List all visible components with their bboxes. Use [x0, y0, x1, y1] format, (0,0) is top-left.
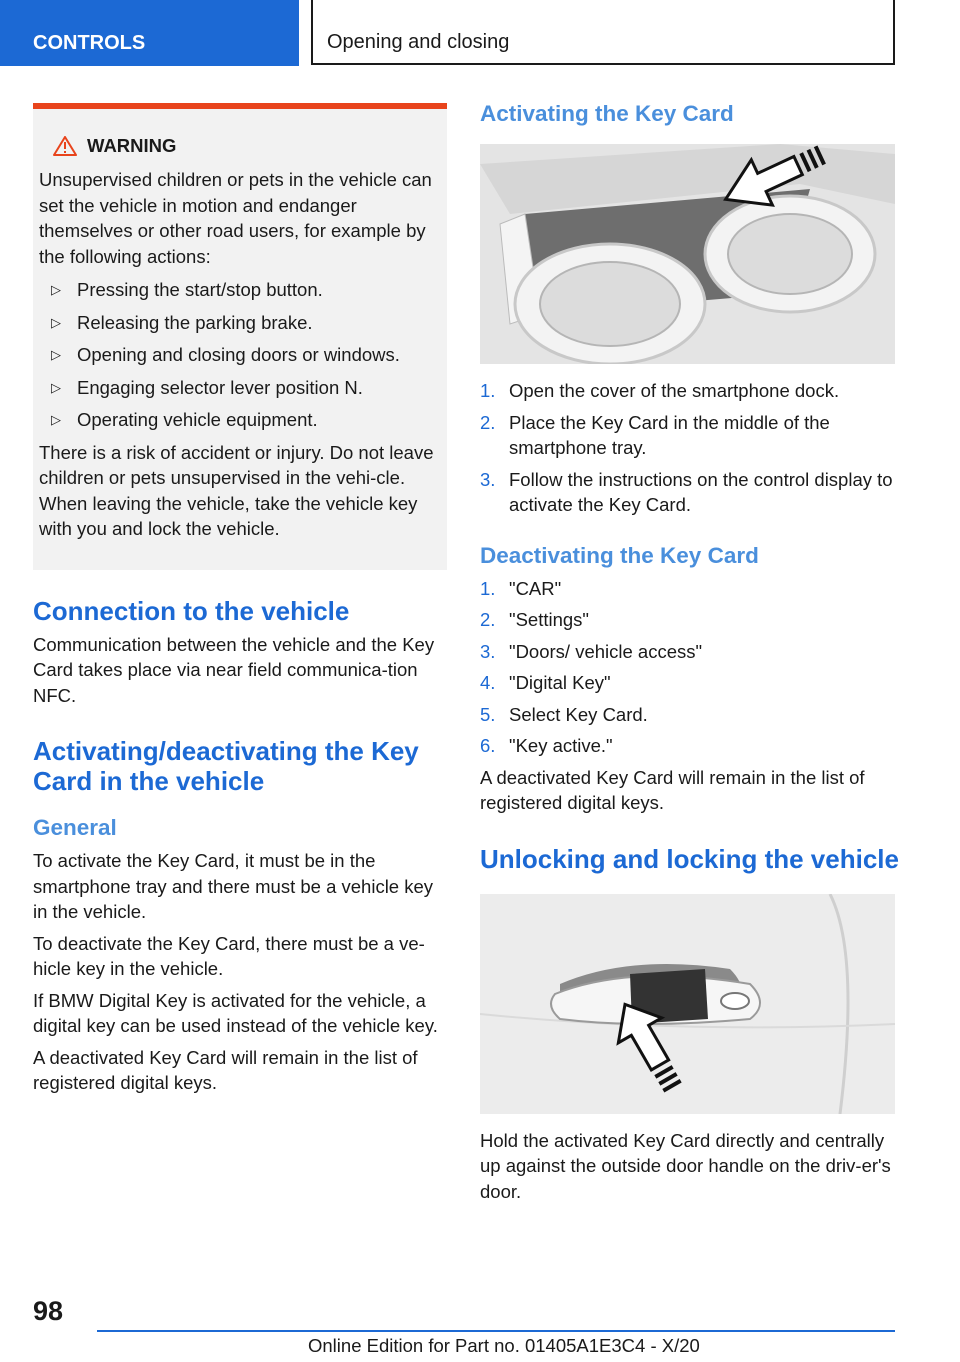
footer-divider: [97, 1330, 895, 1332]
warning-bullet-list: [39, 277, 439, 433]
warning-heading: [53, 135, 439, 157]
bullet-triangle-icon: ▷: [51, 412, 61, 427]
list-item: 3. "Doors/ vehicle access": [480, 640, 703, 662]
list-item: 4. "Digital Key": [480, 672, 611, 693]
list-item: 1. Open the cover of the smartphone dock.: [480, 380, 840, 401]
unlocking-text: Hold the activated Key Card directly and centrally up against the outside door handle on the driv‐er's door.: [480, 1129, 891, 1202]
page-number: 98: [33, 1296, 64, 1326]
topic-tab: Opening and closing: [311, 0, 895, 65]
list-item: ▷ Pressing the start/stop button.: [39, 277, 439, 303]
general-heading: General: [33, 815, 117, 840]
warning-intro: Unsupervised children or pets in the vehicle can set the vehicle in motion and endanger themselves or other road users, for example by the following actions:: [39, 169, 432, 267]
deactivating-steps: [480, 576, 900, 759]
connection-text: Communication between the vehicle and the Key Card takes place via near field communica‐tion NFC.: [33, 633, 435, 706]
general-paragraph: To deactivate the Key Card, there must be a ve‐hicle key in the vehicle.: [33, 932, 425, 979]
smartphone-tray-image: [480, 144, 895, 364]
list-item: 2. Place the Key Card in the middle of the smartphone tray.: [480, 411, 830, 458]
list-item: 3. Follow the instructions on the control display to activate the Key Card.: [480, 468, 893, 515]
deactivating-note: A deactivated Key Card will remain in the list of registered digital keys.: [480, 766, 865, 813]
connection-heading: Connection to the vehicle: [33, 595, 350, 626]
bullet-triangle-icon: ▷: [51, 347, 61, 362]
list-item: ▷ Releasing the parking brake.: [39, 310, 439, 336]
deactivating-heading: Deactivating the Key Card: [480, 542, 759, 568]
door-handle-image: [480, 894, 895, 1114]
activating-heading: Activating the Key Card: [480, 101, 734, 126]
list-item: ▷ Operating vehicle equipment.: [39, 407, 439, 433]
edition-footer: Online Edition for Part no. 01405A1E3C4 - X/20: [308, 1335, 700, 1356]
list-item: 6. "Key active.": [480, 735, 613, 756]
left-column: [33, 103, 447, 1102]
list-item: 5. Select Key Card.: [480, 703, 648, 725]
general-paragraph: A deactivated Key Card will remain in the list of registered digital keys.: [33, 1046, 418, 1093]
smartphone-dock-illustration: [480, 144, 895, 364]
warning-triangle-icon: [53, 136, 77, 156]
warning-box: [33, 103, 447, 570]
warning-outro: There is a risk of accident or injury. Do not leave children or pets unsupervised in the vehi‐cle. When leaving the vehicle, take the vehicle key with you and lock the vehicle.: [39, 441, 434, 539]
unlocking-heading: Unlocking and locking the vehicle: [480, 843, 899, 874]
bullet-triangle-icon: ▷: [51, 282, 61, 297]
list-item: ▷ Opening and closing doors or windows.: [39, 342, 439, 368]
general-paragraph: If BMW Digital Key is activated for the vehicle, a digital key can be used instead of the vehicle key.: [33, 989, 438, 1036]
list-item: ▷ Engaging selector lever position N.: [39, 375, 439, 401]
door-handle-illustration: [480, 894, 895, 1114]
activating-steps: [480, 378, 900, 518]
section-tab: CONTROLS: [0, 0, 299, 66]
list-item: 1. "CAR": [480, 577, 562, 599]
general-paragraph: To activate the Key Card, it must be in the smartphone tray and there must be a vehicle key in the vehicle.: [33, 850, 434, 922]
warning-title: WARNING: [87, 135, 177, 156]
right-column: [480, 100, 900, 1210]
list-item: 2. "Settings": [480, 609, 589, 630]
bullet-triangle-icon: ▷: [51, 379, 61, 395]
bullet-triangle-icon: ▷: [51, 314, 61, 330]
activating-deactivating-heading: Activating/deactivating the Key Card in the vehicle: [33, 736, 419, 796]
